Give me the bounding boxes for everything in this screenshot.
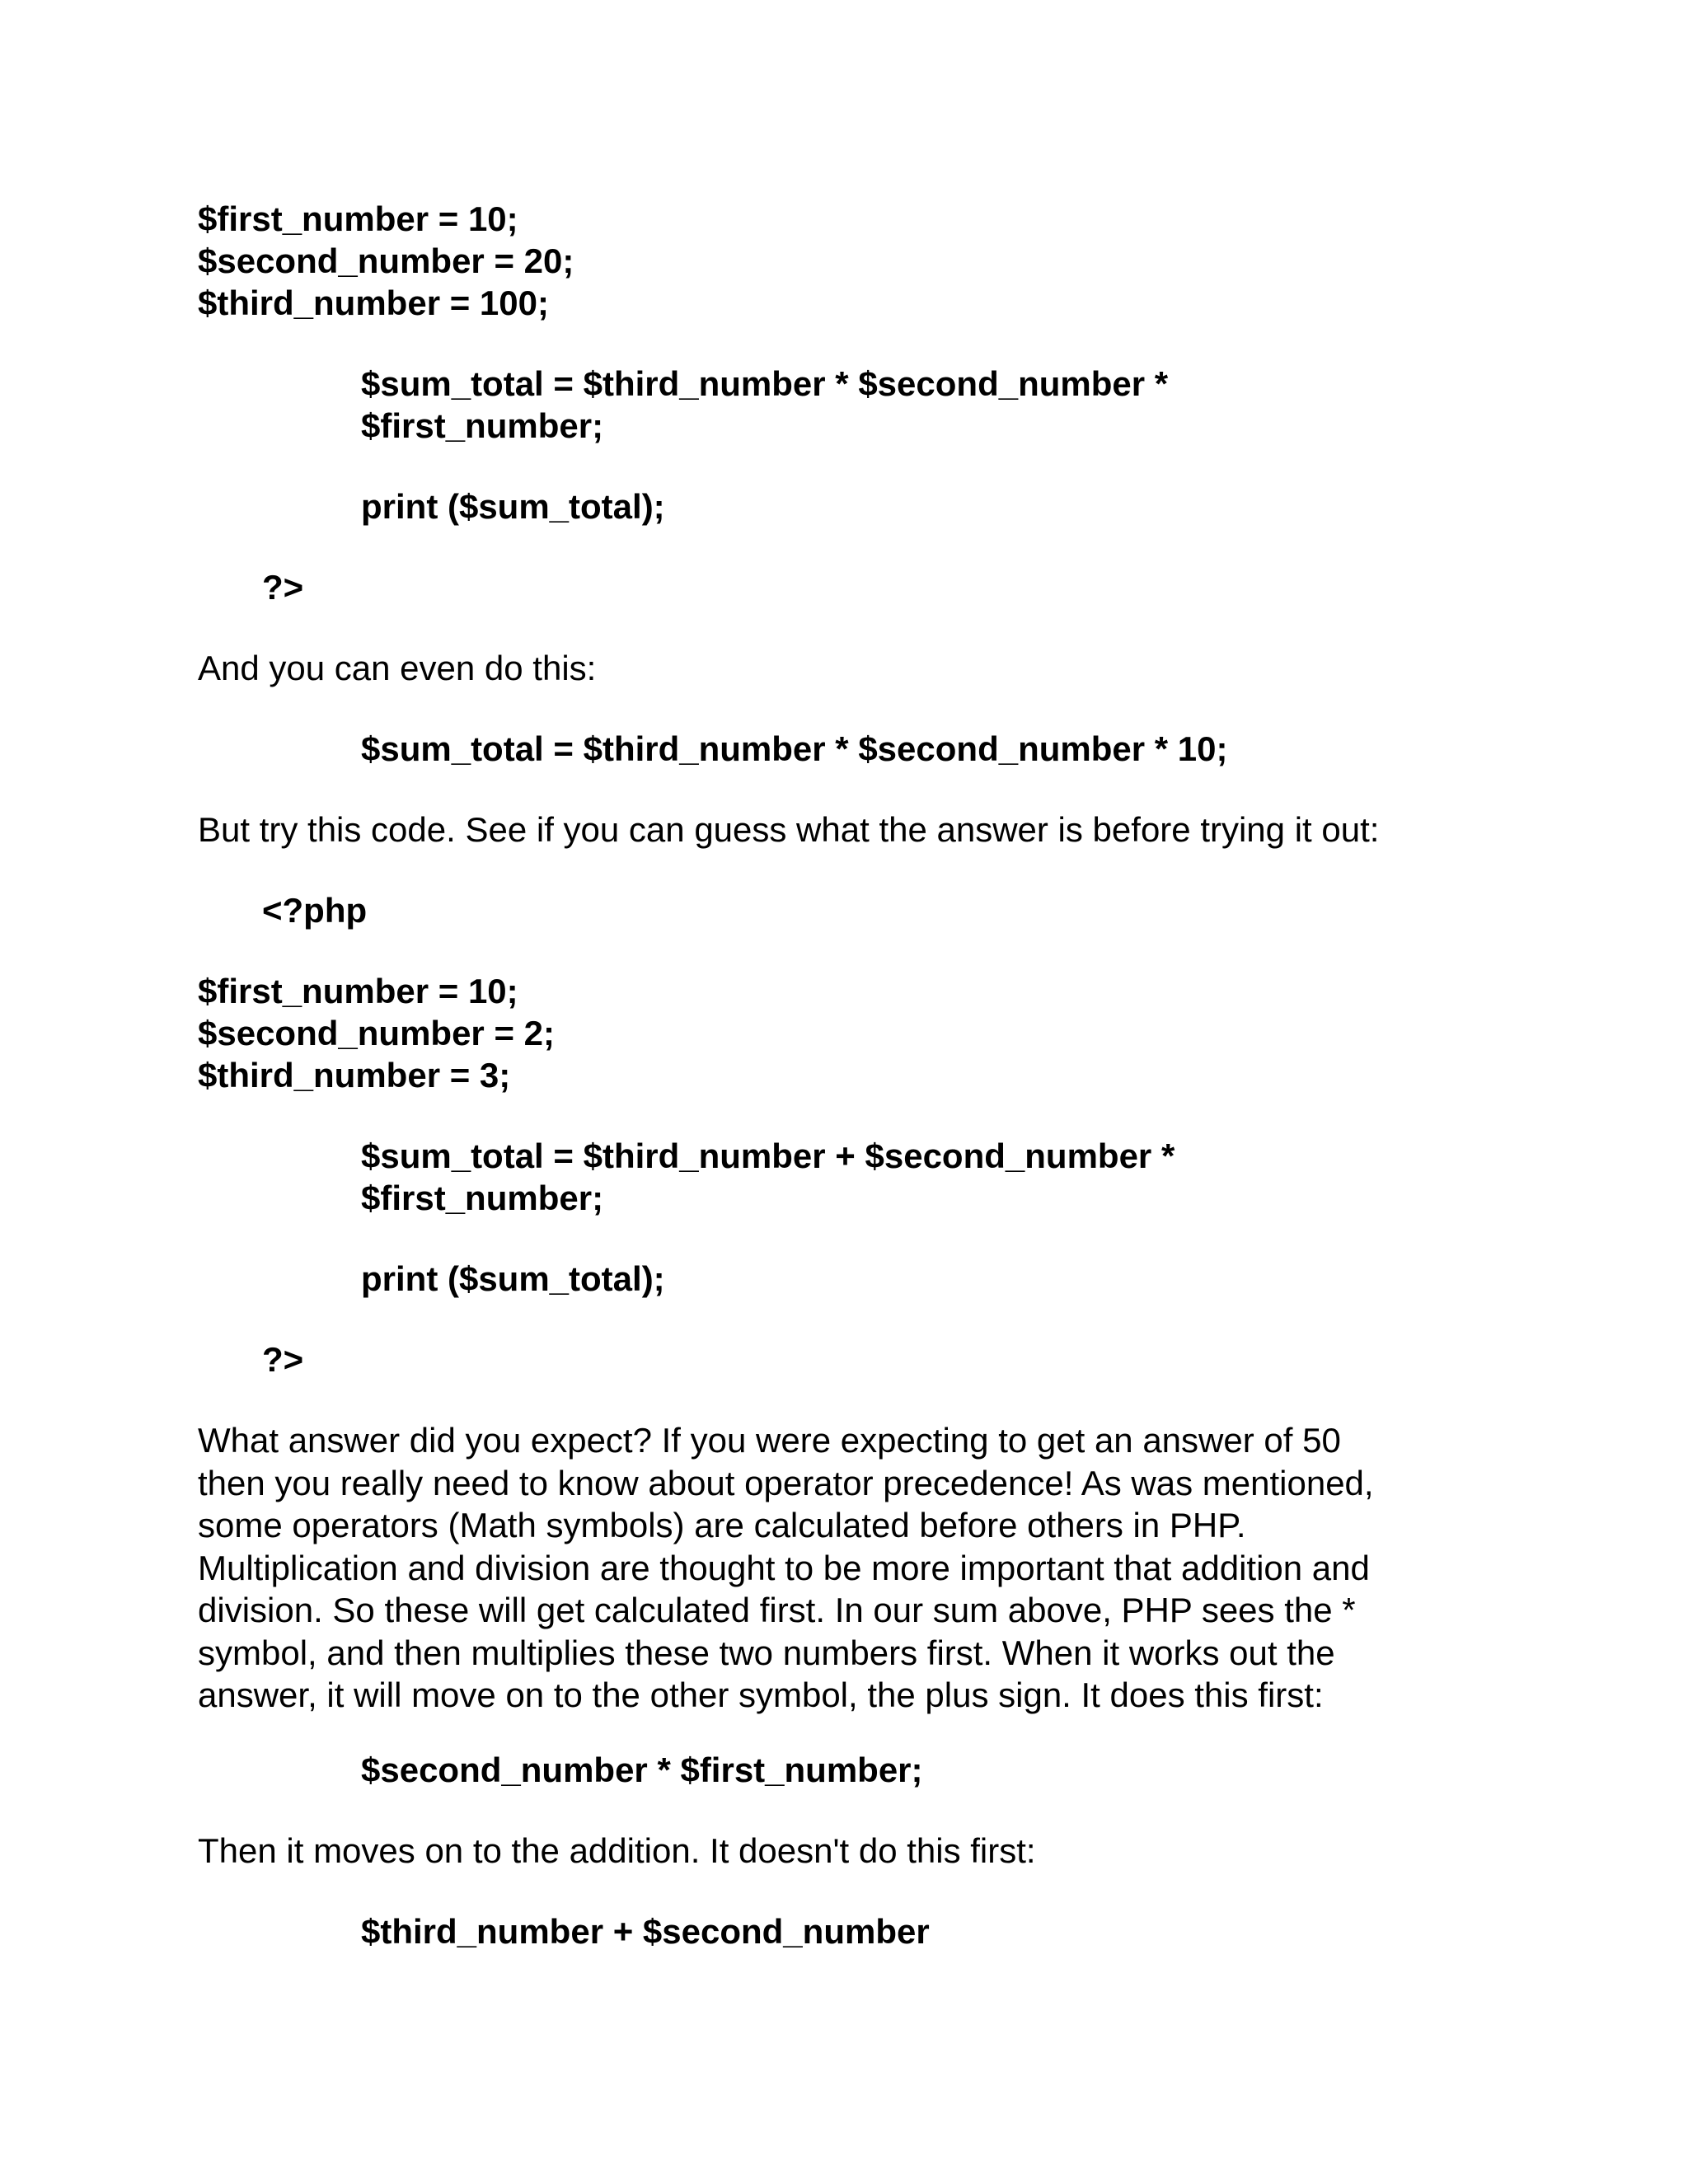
code-line-open-tag: <?php <box>262 891 368 930</box>
paragraph-line: symbol, and then multiplies these two numbers first. When it works out the <box>198 1633 1335 1672</box>
code-line-close-tag: ?> <box>262 568 304 607</box>
paragraph-line: some operators (Math symbols) are calculated before others in PHP. <box>198 1506 1246 1544</box>
code-line-close-tag: ?> <box>262 1340 304 1379</box>
code-line-second-number: $second_number = 20; <box>198 241 574 280</box>
code-line-first-number: $first_number = 10; <box>198 972 518 1010</box>
code-line-add-not-first: $third_number + $second_number <box>361 1912 930 1951</box>
code-line-sum-times-ten: $sum_total = $third_number * $second_number * 10; <box>361 729 1228 768</box>
paragraph-line: division. So these will get calculated first. In our sum above, PHP sees the * <box>198 1591 1356 1629</box>
paragraph-line: then you really need to know about operator precedence! As was mentioned, <box>198 1463 1374 1502</box>
code-line-third-number: $third_number = 3; <box>198 1056 511 1094</box>
explanation-paragraph <box>198 1419 1517 1717</box>
paragraph-line: Multiplication and division are thought to be more important that addition and <box>198 1548 1370 1587</box>
code-line-sum-total: $sum_total = $third_number * $second_number * <box>361 364 1169 403</box>
text-try-this-code: But try this code. See if you can guess what the answer is before trying it out: <box>198 810 1380 849</box>
text-then-addition: Then it moves on to the addition. It doesn't do this first: <box>198 1831 1036 1870</box>
code-line-first-number: $first_number = 10; <box>198 199 518 238</box>
code-line-third-number: $third_number = 100; <box>198 284 549 322</box>
code-line-sum-total: $sum_total = $third_number + $second_number * <box>361 1137 1175 1175</box>
code-line-second-number: $second_number = 2; <box>198 1014 555 1052</box>
code-line-multiply-first: $second_number * $first_number; <box>361 1750 923 1789</box>
code-line-sum-total-cont: $first_number; <box>361 1179 604 1217</box>
text-even-do-this: And you can even do this: <box>198 649 597 687</box>
code-line-print: print ($sum_total); <box>361 487 665 526</box>
paragraph-line: answer, it will move on to the other symbol, the plus sign. It does this first: <box>198 1675 1324 1714</box>
paragraph-line: What answer did you expect? If you were expecting to get an answer of 50 <box>198 1421 1341 1460</box>
code-line-print: print ($sum_total); <box>361 1259 665 1298</box>
code-line-sum-total-cont: $first_number; <box>361 406 604 445</box>
